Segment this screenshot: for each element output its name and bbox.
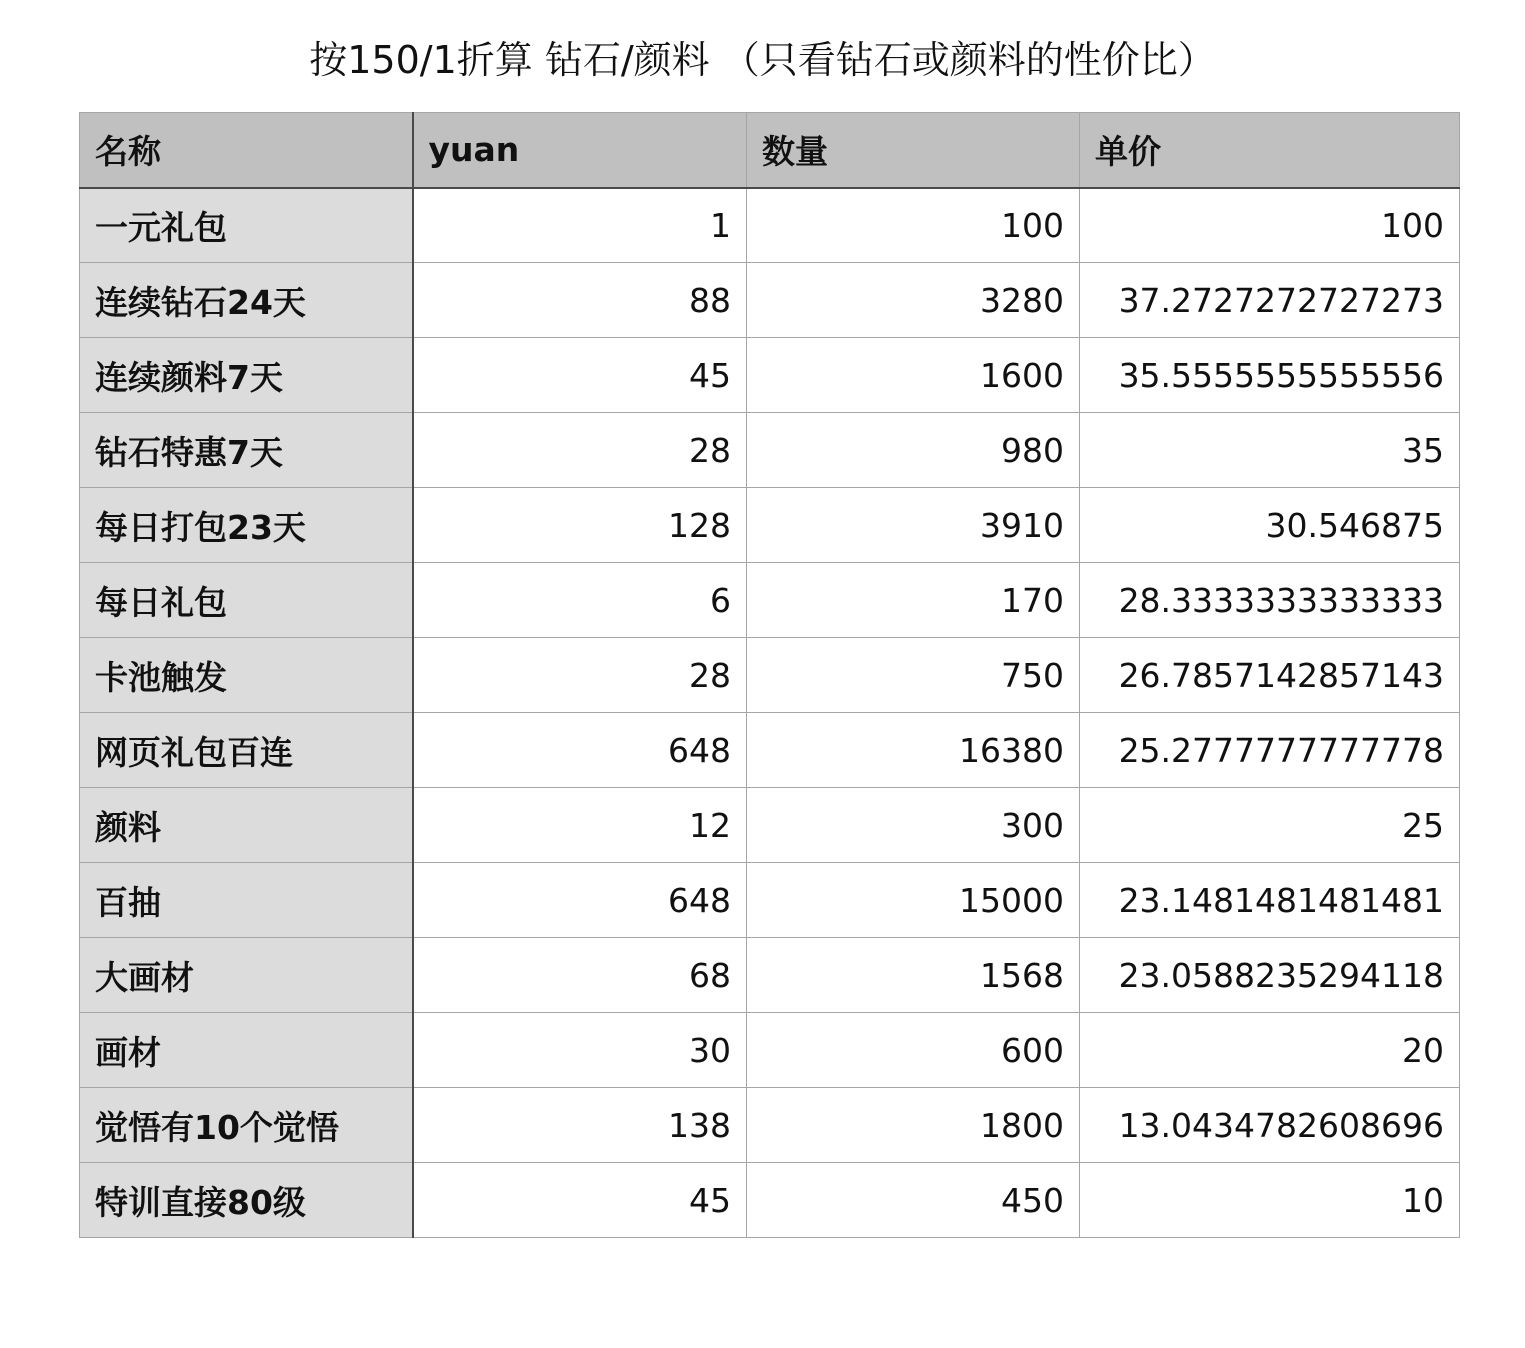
header-cell-unit-price[interactable]: 单价 bbox=[1080, 113, 1460, 188]
table-row bbox=[80, 413, 1460, 488]
unit-price-cell[interactable]: 26.7857142857143 bbox=[1080, 638, 1460, 713]
name-cell[interactable]: 卡池触发 bbox=[80, 638, 413, 713]
unit-price-cell[interactable]: 35 bbox=[1080, 413, 1460, 488]
table-row bbox=[80, 1088, 1460, 1163]
unit-price-cell[interactable]: 28.3333333333333 bbox=[1080, 563, 1460, 638]
table-row bbox=[80, 938, 1460, 1013]
yuan-cell[interactable]: 12 bbox=[413, 788, 747, 863]
table-row bbox=[80, 863, 1460, 938]
quantity-cell[interactable]: 450 bbox=[747, 1163, 1080, 1238]
yuan-cell[interactable]: 88 bbox=[413, 263, 747, 338]
yuan-cell[interactable]: 28 bbox=[413, 638, 747, 713]
table-row bbox=[80, 263, 1460, 338]
name-cell[interactable]: 大画材 bbox=[80, 938, 413, 1013]
table-header bbox=[80, 113, 1460, 188]
unit-price-cell[interactable]: 25 bbox=[1080, 788, 1460, 863]
name-cell[interactable]: 连续钻石24天 bbox=[80, 263, 413, 338]
yuan-cell[interactable]: 6 bbox=[413, 563, 747, 638]
header-cell-yuan[interactable]: yuan bbox=[413, 113, 747, 188]
yuan-cell[interactable]: 30 bbox=[413, 1013, 747, 1088]
table-row bbox=[80, 638, 1460, 713]
quantity-cell[interactable]: 1800 bbox=[747, 1088, 1080, 1163]
name-cell[interactable]: 连续颜料7天 bbox=[80, 338, 413, 413]
table-row bbox=[80, 1013, 1460, 1088]
yuan-cell[interactable]: 138 bbox=[413, 1088, 747, 1163]
quantity-cell[interactable]: 3910 bbox=[747, 488, 1080, 563]
header-cell-quantity[interactable]: 数量 bbox=[747, 113, 1080, 188]
table-row bbox=[80, 188, 1460, 263]
quantity-cell[interactable]: 300 bbox=[747, 788, 1080, 863]
page-title: 按150/1折算 钻石/颜料 （只看钻石或颜料的性价比） bbox=[309, 38, 1216, 82]
unit-price-cell[interactable]: 10 bbox=[1080, 1163, 1460, 1238]
unit-price-cell[interactable]: 13.0434782608696 bbox=[1080, 1088, 1460, 1163]
unit-price-cell[interactable]: 25.2777777777778 bbox=[1080, 713, 1460, 788]
price-table bbox=[79, 112, 1460, 1238]
name-cell[interactable]: 每日礼包 bbox=[80, 563, 413, 638]
quantity-cell[interactable]: 16380 bbox=[747, 713, 1080, 788]
name-cell[interactable]: 每日打包23天 bbox=[80, 488, 413, 563]
quantity-cell[interactable]: 980 bbox=[747, 413, 1080, 488]
unit-price-cell[interactable]: 35.5555555555556 bbox=[1080, 338, 1460, 413]
unit-price-cell[interactable]: 23.1481481481481 bbox=[1080, 863, 1460, 938]
unit-price-cell[interactable]: 37.2727272727273 bbox=[1080, 263, 1460, 338]
yuan-cell[interactable]: 648 bbox=[413, 713, 747, 788]
yuan-cell[interactable]: 45 bbox=[413, 338, 747, 413]
table-row bbox=[80, 563, 1460, 638]
table-body bbox=[80, 188, 1460, 1238]
quantity-cell[interactable]: 15000 bbox=[747, 863, 1080, 938]
name-cell[interactable]: 颜料 bbox=[80, 788, 413, 863]
quantity-cell[interactable]: 1600 bbox=[747, 338, 1080, 413]
yuan-cell[interactable]: 45 bbox=[413, 1163, 747, 1238]
header-cell-name[interactable]: 名称 bbox=[80, 113, 413, 188]
name-cell[interactable]: 特训直接80级 bbox=[80, 1163, 413, 1238]
yuan-cell[interactable]: 648 bbox=[413, 863, 747, 938]
name-cell[interactable]: 一元礼包 bbox=[80, 188, 413, 263]
header-row bbox=[80, 113, 1460, 188]
yuan-cell[interactable]: 128 bbox=[413, 488, 747, 563]
table-row bbox=[80, 1163, 1460, 1238]
table-row bbox=[80, 338, 1460, 413]
yuan-cell[interactable]: 1 bbox=[413, 188, 747, 263]
table-row bbox=[80, 488, 1460, 563]
unit-price-cell[interactable]: 23.0588235294118 bbox=[1080, 938, 1460, 1013]
unit-price-cell[interactable]: 100 bbox=[1080, 188, 1460, 263]
name-cell[interactable]: 百抽 bbox=[80, 863, 413, 938]
quantity-cell[interactable]: 1568 bbox=[747, 938, 1080, 1013]
quantity-cell[interactable]: 100 bbox=[747, 188, 1080, 263]
quantity-cell[interactable]: 3280 bbox=[747, 263, 1080, 338]
table-row bbox=[80, 788, 1460, 863]
table-row bbox=[80, 713, 1460, 788]
quantity-cell[interactable]: 170 bbox=[747, 563, 1080, 638]
name-cell[interactable]: 网页礼包百连 bbox=[80, 713, 413, 788]
name-cell[interactable]: 画材 bbox=[80, 1013, 413, 1088]
yuan-cell[interactable]: 68 bbox=[413, 938, 747, 1013]
name-cell[interactable]: 钻石特惠7天 bbox=[80, 413, 413, 488]
quantity-cell[interactable]: 750 bbox=[747, 638, 1080, 713]
unit-price-cell[interactable]: 20 bbox=[1080, 1013, 1460, 1088]
unit-price-cell[interactable]: 30.546875 bbox=[1080, 488, 1460, 563]
name-cell[interactable]: 觉悟有10个觉悟 bbox=[80, 1088, 413, 1163]
quantity-cell[interactable]: 600 bbox=[747, 1013, 1080, 1088]
yuan-cell[interactable]: 28 bbox=[413, 413, 747, 488]
